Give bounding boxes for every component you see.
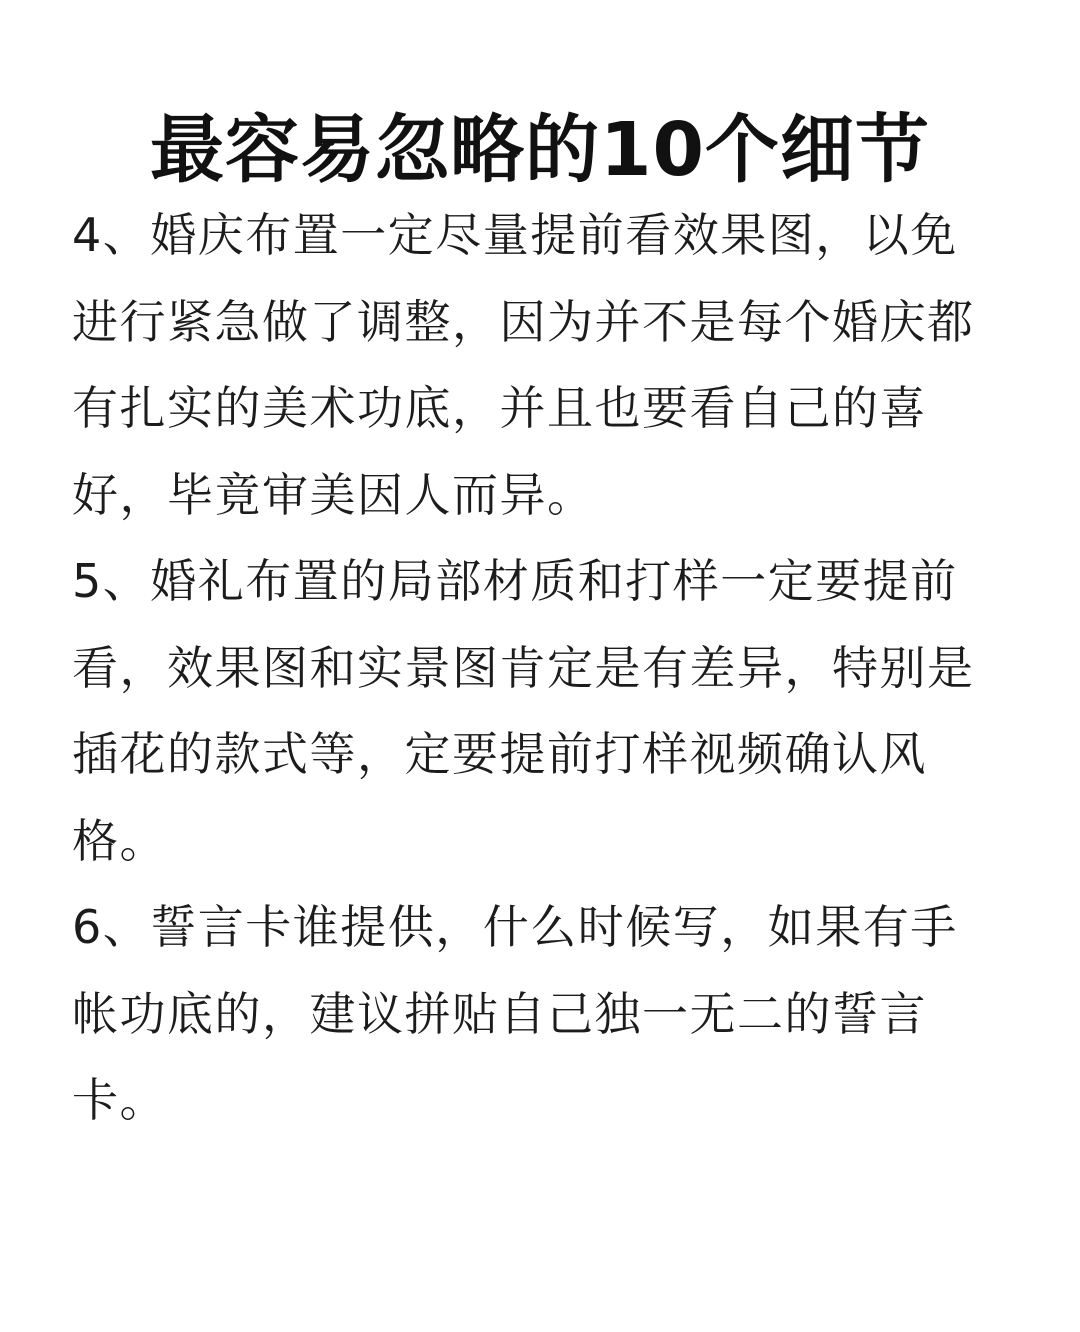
list-item-5: 5、婚礼布置的局部材质和打样一定要提前看，效果图和实景图肯定是有差异，特别是插花的款式等，定要提前打样视频确认风格。 — [72, 554, 975, 868]
list-item-6: 6、誓言卡谁提供，什么时候写，如果有手帐功底的，建议拼贴自己独一无二的誓言卡。 — [72, 900, 958, 1127]
page-title: 最容易忽略的10个细节 — [150, 106, 930, 193]
list-item-4: 4、婚庆布置一定尽量提前看效果图，以免进行紧急做了调整，因为并不是每个婚庆都有扎实的美术功底，并且也要看自己的喜好，毕竟审美因人而异。 — [72, 208, 975, 522]
detail-list — [72, 192, 992, 1144]
